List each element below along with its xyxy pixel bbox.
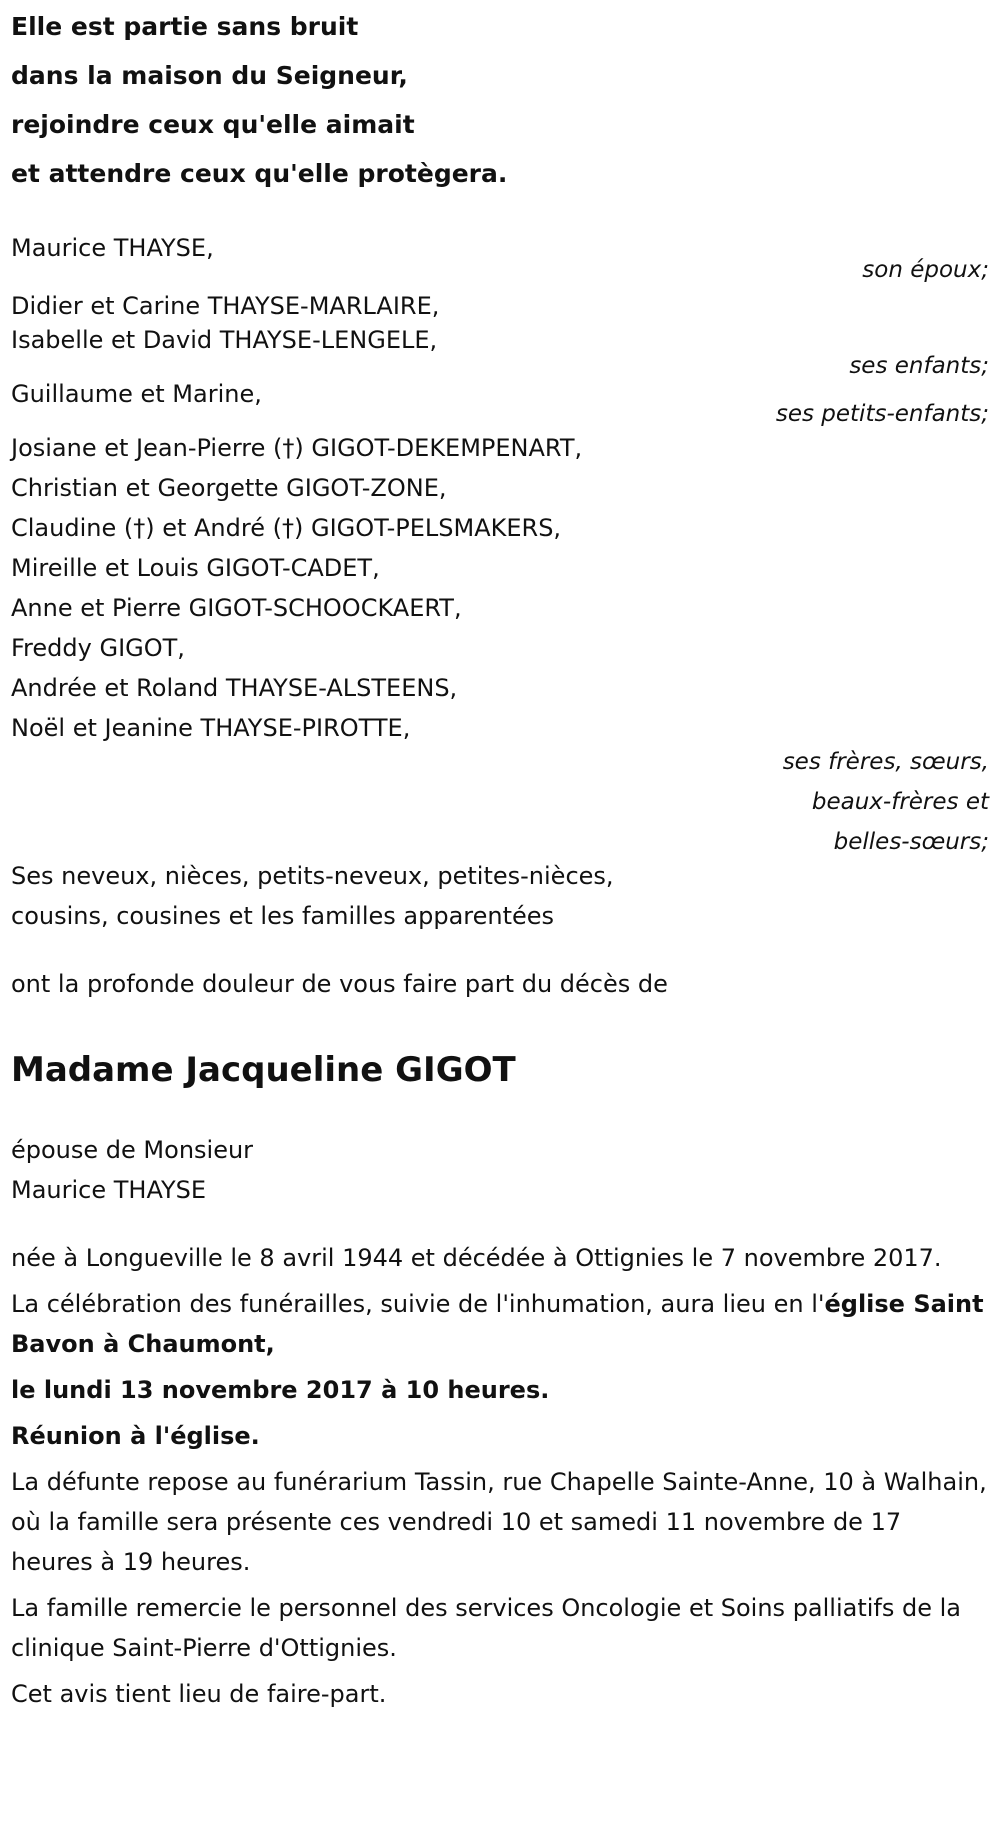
family-group-spouse xyxy=(11,228,989,290)
family-names xyxy=(11,856,989,936)
family-name-line: Claudine (†) et André (†) GIGOT-PELSMAKERS, xyxy=(11,514,562,542)
family-names xyxy=(11,428,989,748)
thanks: La famille remercie le personnel des services Oncologie et Soins palliatifs de la clinique Saint-Pierre d'Ottignies. xyxy=(11,1594,962,1662)
family-name-line: Anne et Pierre GIGOT-SCHOOCKAERT, xyxy=(11,594,462,622)
family-group-siblings xyxy=(11,428,989,862)
poem-line: Elle est partie sans bruit xyxy=(11,12,359,41)
relation-line: ses enfants; xyxy=(849,353,989,379)
repose: La défunte repose au funérarium Tassin, rue Chapelle Sainte-Anne, 10 à Walhain, où la famille sera présente ces vendredi 10 et samedi 11 novembre de 17 heures à 19 heures. xyxy=(11,1468,987,1576)
meeting-text: Réunion à l'église. xyxy=(11,1422,260,1450)
family-relation xyxy=(11,742,989,862)
funeral-date-text: le lundi 13 novembre 2017 à 10 heures. xyxy=(11,1376,550,1404)
family-name-line: Josiane et Jean-Pierre (†) GIGOT-DEKEMPENART, xyxy=(11,434,583,462)
family-name-line: Noël et Jeanine THAYSE-PIROTTE, xyxy=(11,714,411,742)
funeral-celebration xyxy=(11,1284,989,1364)
family-group-grandchildren xyxy=(11,374,989,434)
family-name-line: Freddy GIGOT, xyxy=(11,634,185,662)
deceased-name: Madame Jacqueline GIGOT xyxy=(11,1050,516,1090)
relation-line: belles-sœurs; xyxy=(833,829,989,855)
funeral-date xyxy=(11,1370,989,1410)
family-name-line: Ses neveux, nièces, petits-neveux, petites-nièces, xyxy=(11,862,614,890)
obituary-column xyxy=(11,0,989,1714)
relation-line: son époux; xyxy=(862,257,989,283)
family-group-children xyxy=(11,286,989,386)
family-name-line: Christian et Georgette GIGOT-ZONE, xyxy=(11,474,447,502)
deceased-spouse xyxy=(11,1130,989,1210)
poem-line: rejoindre ceux qu'elle aimait xyxy=(11,110,415,139)
poem-line: dans la maison du Seigneur, xyxy=(11,61,408,90)
relation-line: ses frères, sœurs, xyxy=(782,749,989,775)
funeral-place: église Saint Bavon à Chaumont, xyxy=(11,1290,984,1358)
poem xyxy=(11,0,989,198)
family-name-line: Mireille et Louis GIGOT-CADET, xyxy=(11,554,380,582)
funeral-intro: La célébration des funérailles, suivie de l'inhumation, aura lieu en l' xyxy=(11,1290,825,1318)
announcement: ont la profonde douleur de vous faire part du décès de xyxy=(11,970,668,998)
deceased-spouse-line: épouse de Monsieur xyxy=(11,1136,254,1164)
poem-line: et attendre ceux qu'elle protègera. xyxy=(11,159,508,188)
family-name-line: Maurice THAYSE, xyxy=(11,234,214,262)
relation-line: beaux-frères et xyxy=(811,789,989,815)
family-group-extended xyxy=(11,856,989,936)
notice: Cet avis tient lieu de faire-part. xyxy=(11,1680,387,1708)
deceased-spouse-line: Maurice THAYSE xyxy=(11,1176,207,1204)
relation-line: ses petits-enfants; xyxy=(775,401,989,427)
family-name-line: Guillaume et Marine, xyxy=(11,380,262,408)
family-name-line: cousins, cousines et les familles apparentées xyxy=(11,902,555,930)
birth-death: née à Longueville le 8 avril 1944 et décédée à Ottignies le 7 novembre 2017. xyxy=(11,1244,942,1272)
family-name-line: Andrée et Roland THAYSE-ALSTEENS, xyxy=(11,674,458,702)
family-name-line: Isabelle et David THAYSE-LENGELE, xyxy=(11,326,438,354)
meeting xyxy=(11,1416,989,1456)
family-name-line: Didier et Carine THAYSE-MARLAIRE, xyxy=(11,292,440,320)
